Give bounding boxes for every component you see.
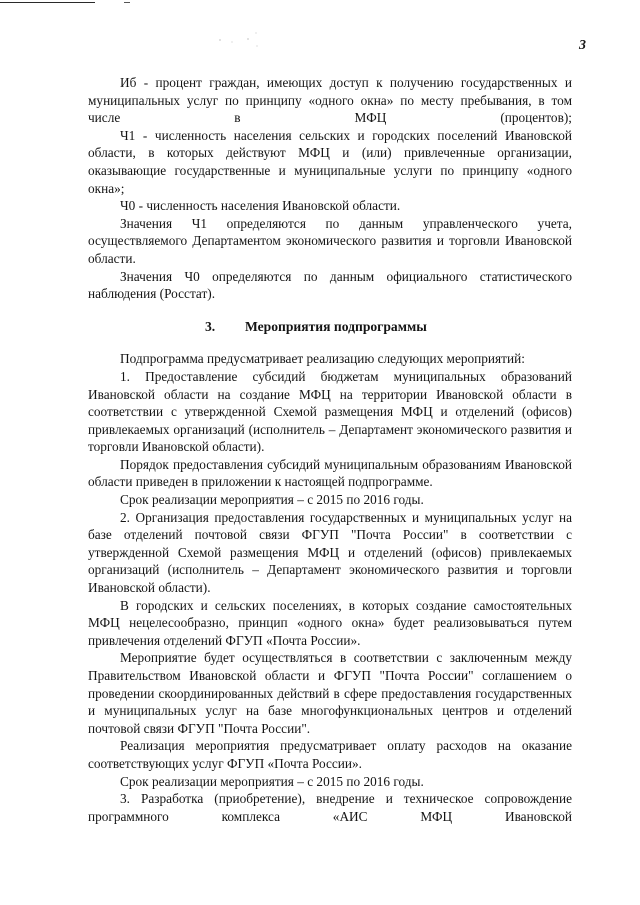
paragraph-intro: Подпрограмма предусматривает реализацию следующих мероприятий: — [120, 351, 525, 367]
paragraph-measure-1-term: Срок реализации мероприятия – с 2015 по 2016 годы. — [120, 492, 424, 508]
scan-edge-mark — [0, 2, 95, 3]
paragraph-measure-2: 2. Организация предоставления государственных и муниципальных услуг на базе отделений почтовой связи ФГУП "Почта России" в соответствии с утвержденной Схемой размещения МФЦ и отделений (офисов) привлекаемых организаций (исполнитель – Департамент экономического развития и торговли Ивановской области). — [88, 509, 572, 596]
paragraph-settlements: В городских и сельских поселениях, в которых создание самостоятельных МФЦ нецелесообразно, принцип «одного окна» будет реализовываться путем привлечения отделений ФГУП «Почта России». — [88, 597, 572, 648]
paragraph-subsidy-order: Порядок предоставления субсидий муниципальным образованиям Ивановской области приведен в приложении к настоящей подпрограмме. — [88, 456, 572, 490]
paragraph-ch1-values: Значения Ч1 определяются по данным управленческого учета, осуществляемого Департаментом экономического развития и торговли Ивановской области. — [88, 215, 572, 266]
paragraph-measure-1: 1. Предоставление субсидий бюджетам муниципальных образований Ивановской области на создание МФЦ на территории Ивановской области в соответствии с утвержденной Схемой размещения МФЦ и отделений (офисов) привлекаемых организаций (исполнитель – Департамент экономического развития и торговли Ивановской области). — [88, 368, 572, 455]
paragraph-agreement: Мероприятие будет осуществляться в соответствии с заключенным между Правительством Ивановской области и ФГУП "Почта России" соглашением о проведении скоординированных действий в сфере предоставления государственных и муниципальных услуг на базе многофункциональных центров и отделений почтовой связи ФГУП "Почта России". — [88, 650, 572, 736]
document-body — [88, 74, 572, 825]
page-number: 3 — [579, 38, 586, 53]
paragraph-ch0: Ч0 - численность населения Ивановской области. — [120, 198, 401, 214]
paragraph-ch1: Ч1 - численность населения сельских и городских поселений Ивановской области, в которых действуют МФЦ и (или) привлеченные организации, оказывающие государственные и муниципальные услуги по принципу «одного окна»; — [88, 127, 572, 196]
paragraph-ch0-values: Значения Ч0 определяются по данным официального статистического наблюдения (Росстат). — [88, 268, 572, 302]
scan-edge-mark — [124, 2, 130, 3]
scan-noise — [212, 30, 272, 50]
paragraph-payment: Реализация мероприятия предусматривает оплату расходов на оказание соответствующих услуг ФГУП «Почта России». — [88, 738, 572, 771]
paragraph-measure-2-term: Срок реализации мероприятия – с 2015 по 2016 годы. — [120, 773, 424, 789]
section-number: 3. — [205, 318, 216, 334]
paragraph-ib: Иб - процент граждан, имеющих доступ к получению государственных и муниципальных услуг по принципу «одного окна» по месту пребывания, в том числе в МФЦ (процентов); — [88, 75, 572, 126]
section-heading — [88, 318, 572, 336]
paragraph-measure-3: 3. Разработка (приобретение), внедрение и техническое сопровождение программного комплекса «АИС МФЦ Ивановской — [88, 791, 572, 824]
section-title: Мероприятия подпрограммы — [245, 318, 427, 334]
